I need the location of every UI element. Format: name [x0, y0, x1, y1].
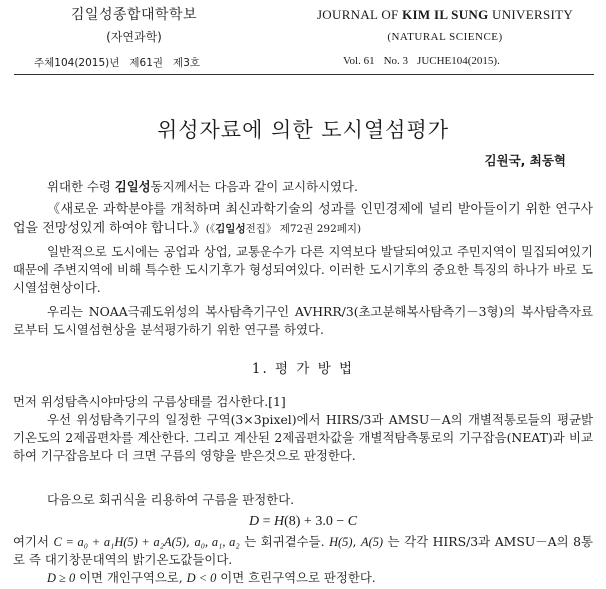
p7-cond-2: D < 0: [186, 571, 217, 585]
meta-volume-ko: 제61권: [129, 57, 164, 69]
p6-formula: C = a₀ + a₁H(5) + a₂A(5): [53, 535, 187, 549]
quote-cite-b: 전집》 제72권 292페지): [245, 223, 362, 235]
header-right: [300, 6, 590, 46]
paragraph-3: 먼저 위성탐측시야마당의 구름상태를 검사한다.[1]: [13, 394, 286, 409]
meta-number-ko: 제3호: [173, 57, 201, 69]
eq-lhs: D: [248, 514, 260, 529]
journal-suffix: UNIVERSITY: [488, 7, 574, 22]
p6-d: ,: [352, 534, 361, 549]
eq-part-b: H: [273, 514, 285, 529]
paragraph-5: 다음으로 회귀식을 리용하여 구름을 판정한다.: [47, 492, 295, 507]
p7-cond-1: D ≥ 0: [47, 571, 76, 585]
p6-b: ,: [186, 534, 195, 549]
eq-part-a: =: [259, 514, 274, 529]
issue-meta-en: [343, 55, 509, 67]
quote-text: 《새로운 과학분야를 개척하며 최신과학기술의 성과를 인민경제에 널리 받아들이기 위한 연구사업을 전망성있게 하여야 합니다.》: [13, 202, 593, 236]
p7-text-2: 이면 흐린구역으로 판정한다.: [216, 570, 376, 585]
equation: [0, 514, 606, 530]
p6-a: 여기서: [13, 534, 54, 549]
meta-volume-en: Vol. 61: [343, 55, 375, 67]
university-name: 김일성종합대학학보: [70, 7, 198, 23]
p6-c: 는 회귀곁수들.: [239, 534, 330, 549]
p6-coefs: a₀, a₁, a₂: [194, 535, 240, 549]
p6-h5: H(5): [329, 535, 353, 549]
paragraph-6: [13, 533, 593, 569]
paragraph-4: 우선 위성탐측기구의 일정한 구역(3×3pixel)에서 HIRS/3과 AMSU－A의 개별적통로들의 평균밝기온도의 2제곱편차를 계산한다. 그리고 계산된 2제곱편차값을 개별적탐측통로의 기구잡음(NEAT)과 비교하여 기구잡음보다 더 크면 구름의 영향을 받은것으로 판정한다.: [13, 412, 593, 463]
meta-year-ko: 주체104(2015)년: [34, 57, 120, 69]
intro-leader: 김일성: [114, 179, 151, 194]
intro-quote: [13, 200, 593, 238]
issue-meta-ko: [34, 55, 210, 70]
eq-part-c: (8) + 3.0 −: [284, 514, 348, 529]
paper-title: 위성자료에 의한 도시열섬평가: [156, 118, 450, 142]
section-heading: 1. 평 가 방 법: [251, 361, 355, 377]
intro-lead-a: 위대한 수령: [47, 179, 115, 194]
journal-prefix: JOURNAL OF: [316, 7, 403, 22]
intro-lead: [13, 178, 593, 196]
series-name-ko: (자연과학): [106, 30, 162, 44]
paragraph-1: 일반적으로 도시에는 공업과 상업, 교통운수가 다른 지역보다 발달되여있고 주민지역이 밀집되여있기때문에 주변지역에 비해 특수한 도시기후가 형성되여있다. 이러한 도시기후의 중요한 특징의 하나가 바로 도시열섬현상이다.: [13, 244, 593, 295]
journal-name: [300, 6, 590, 24]
journal-name-bold: KIM IL SUNG: [402, 7, 489, 22]
paper-authors: 김원국, 최동혁: [484, 153, 566, 168]
header-left: [14, 6, 254, 46]
series-name-en: (NATURAL SCIENCE): [387, 31, 503, 43]
eq-part-d: C: [347, 514, 358, 529]
p7-text-1: 이면 개인구역으로,: [75, 570, 187, 585]
header-rule: [14, 74, 594, 75]
quote-cite-a: (《: [205, 223, 216, 235]
p6-e: 는 각각 HIRS/3과 AMSU－A의 8통로 즉 대기창문대역의 밝기온도값들이다.: [13, 534, 593, 567]
paragraph-2: 우리는 NOAA극궤도위성의 복사탐측기구인 AVHRR/3(초고분해복사탐측기－3형)의 복사탐측자료로부터 도시열섬현상을 분석평가하기 위한 연구를 하였다.: [13, 304, 593, 337]
meta-number-en: No. 3: [383, 55, 409, 67]
quote-cite-name: 김일성: [215, 223, 246, 235]
meta-year-en: JUCHE104(2015).: [417, 55, 500, 67]
paragraph-7: [13, 569, 593, 587]
p6-a5: A(5): [361, 535, 384, 549]
intro-lead-b: 동지께서는 다음과 같이 교시하시였다.: [150, 179, 358, 194]
